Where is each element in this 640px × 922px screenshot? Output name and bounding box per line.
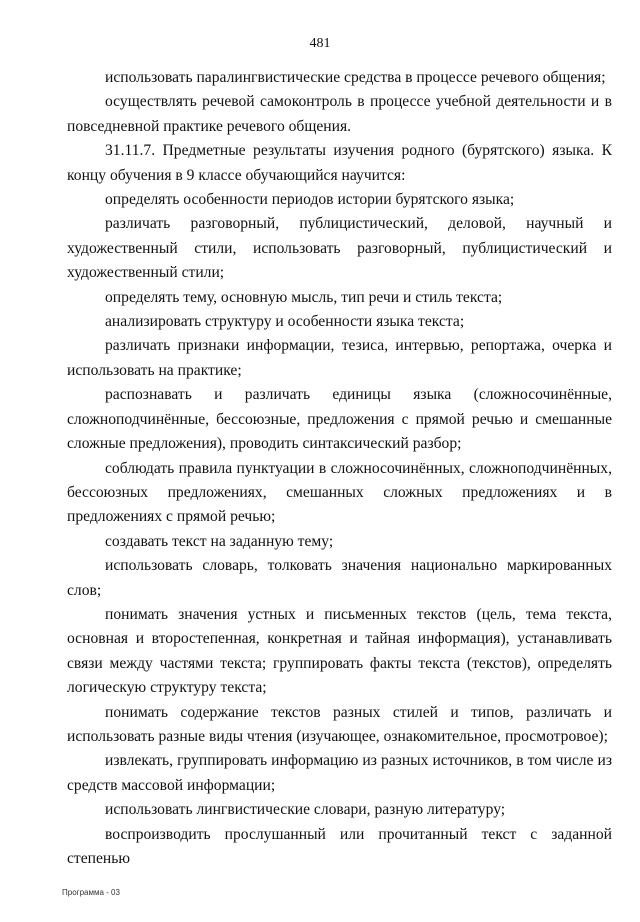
paragraph: определять тему, основную мысль, тип речи и стиль текста; xyxy=(105,288,503,306)
paragraph: понимать содержание текстов разных стилей и типов, различать и использовать разные виды чтения (изучающее, ознакомительное, просмотровое); xyxy=(67,703,612,745)
paragraph: использовать лингвистические словари, разную литературу; xyxy=(105,801,506,819)
paragraph: различать разговорный, публицистический, деловой, научный и художественный стили, использовать разговорный, публицистический и художественный стили; xyxy=(67,215,612,282)
section-heading-paragraph: 31.11.7. Предметные результаты изучения родного (бурятского) языка. К концу обучения в 9 классе обучающийся научится: xyxy=(67,142,612,184)
paragraph: понимать значения устных и письменных текстов (цель, тема текста, основная и второстепенная, конкретная и тайная информация), устанавливать связи между частями текста; группировать факты текста (текстов), определять логическую структуру текста; xyxy=(67,605,612,697)
page-number: 481 xyxy=(309,36,331,51)
paragraph: осуществлять речевой самоконтроль в процессе учебной деятельности и в повседневной практике речевого общения. xyxy=(67,93,612,135)
paragraph: соблюдать правила пунктуации в сложносочинённых, сложноподчинённых, бессоюзных предложениях, смешанных сложных предложениях и в предложениях с прямой речью; xyxy=(67,459,612,526)
paragraph: анализировать структуру и особенности языка текста; xyxy=(105,313,465,331)
page-footer: Программа - 03 xyxy=(62,888,120,897)
paragraph: воспроизводить прослушанный или прочитанный текст с заданной степенью xyxy=(67,825,612,867)
paragraph: определять особенности периодов истории бурятского языка; xyxy=(105,191,515,209)
paragraph: распознавать и различать единицы языка (сложносочинённые, сложноподчинённые, бессоюзные, предложения с прямой речью и смешанные сложные предложения), проводить синтаксический разбор; xyxy=(67,386,612,453)
paragraph: использовать словарь, толковать значения национально маркированных слов; xyxy=(67,557,612,599)
paragraph: создавать текст на заданную тему; xyxy=(105,532,334,550)
paragraph: извлекать, группировать информацию из разных источников, в том числе из средств массовой информации; xyxy=(67,752,612,794)
paragraph: различать признаки информации, тезиса, интервью, репортажа, очерка и использовать на практике; xyxy=(67,337,612,379)
document-body xyxy=(67,66,612,871)
paragraph: использовать паралингвистические средства в процессе речевого общения; xyxy=(105,69,606,86)
